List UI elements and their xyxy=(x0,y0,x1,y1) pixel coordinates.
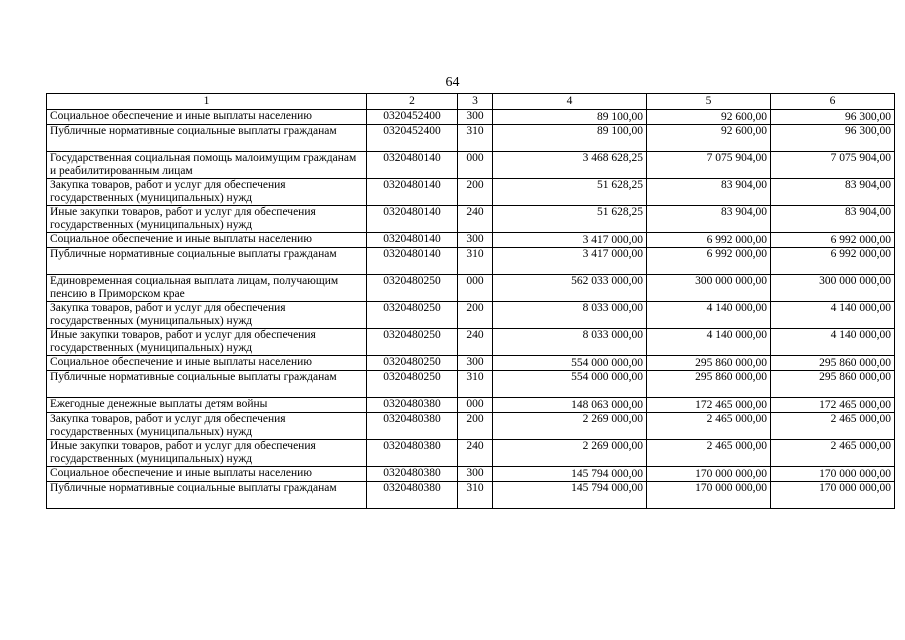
row-value-col5-cell: 7 075 904,00 xyxy=(647,152,771,179)
row-code-cell: 0320480250 xyxy=(367,329,458,356)
table-row xyxy=(47,398,895,413)
row-name-cell: Социальное обеспечение и иные выплаты населению xyxy=(47,467,367,482)
table-body xyxy=(47,110,895,509)
row-value-col4-cell: 562 033 000,00 xyxy=(493,275,647,302)
row-value-col6-cell: 83 904,00 xyxy=(771,206,895,233)
table-header-row xyxy=(47,94,895,110)
row-value-col4-cell: 51 628,25 xyxy=(493,206,647,233)
row-name-cell: Иные закупки товаров, работ и услуг для обеспечения государственных (муниципальных) нужд xyxy=(47,329,367,356)
row-value-col5-cell: 83 904,00 xyxy=(647,179,771,206)
row-value-col4-cell: 554 000 000,00 xyxy=(493,356,647,371)
row-expense-type-cell: 000 xyxy=(458,275,493,302)
row-value-col6-cell: 2 465 000,00 xyxy=(771,413,895,440)
row-code-cell: 0320480140 xyxy=(367,233,458,248)
row-value-col4-cell: 148 063 000,00 xyxy=(493,398,647,413)
row-expense-type-cell: 240 xyxy=(458,329,493,356)
row-expense-type-cell: 200 xyxy=(458,302,493,329)
row-name-cell: Иные закупки товаров, работ и услуг для обеспечения государственных (муниципальных) нужд xyxy=(47,440,367,467)
table-row xyxy=(47,152,895,179)
row-expense-type-cell: 310 xyxy=(458,482,493,509)
row-value-col5-cell: 170 000 000,00 xyxy=(647,467,771,482)
column-header: 6 xyxy=(771,94,895,110)
row-code-cell: 0320480140 xyxy=(367,206,458,233)
row-value-col4-cell: 3 417 000,00 xyxy=(493,233,647,248)
row-value-col6-cell: 7 075 904,00 xyxy=(771,152,895,179)
row-value-col5-cell: 300 000 000,00 xyxy=(647,275,771,302)
row-value-col5-cell: 172 465 000,00 xyxy=(647,398,771,413)
row-value-col4-cell: 8 033 000,00 xyxy=(493,329,647,356)
row-value-col5-cell: 4 140 000,00 xyxy=(647,302,771,329)
row-value-col6-cell: 6 992 000,00 xyxy=(771,248,895,275)
row-value-col5-cell: 4 140 000,00 xyxy=(647,329,771,356)
row-value-col4-cell: 2 269 000,00 xyxy=(493,440,647,467)
row-value-col4-cell: 89 100,00 xyxy=(493,110,647,125)
row-value-col6-cell: 295 860 000,00 xyxy=(771,371,895,398)
row-value-col5-cell: 83 904,00 xyxy=(647,206,771,233)
row-expense-type-cell: 310 xyxy=(458,371,493,398)
row-value-col5-cell: 2 465 000,00 xyxy=(647,440,771,467)
row-expense-type-cell: 200 xyxy=(458,179,493,206)
row-code-cell: 0320480380 xyxy=(367,398,458,413)
row-value-col5-cell: 295 860 000,00 xyxy=(647,356,771,371)
row-value-col5-cell: 6 992 000,00 xyxy=(647,248,771,275)
row-code-cell: 0320480380 xyxy=(367,482,458,509)
row-code-cell: 0320452400 xyxy=(367,110,458,125)
row-value-col4-cell: 89 100,00 xyxy=(493,125,647,152)
row-code-cell: 0320480380 xyxy=(367,440,458,467)
row-value-col5-cell: 170 000 000,00 xyxy=(647,482,771,509)
row-value-col6-cell: 6 992 000,00 xyxy=(771,233,895,248)
column-header: 1 xyxy=(47,94,367,110)
row-expense-type-cell: 240 xyxy=(458,206,493,233)
row-value-col4-cell: 2 269 000,00 xyxy=(493,413,647,440)
row-expense-type-cell: 300 xyxy=(458,356,493,371)
row-code-cell: 0320480250 xyxy=(367,302,458,329)
row-value-col4-cell: 145 794 000,00 xyxy=(493,482,647,509)
row-name-cell: Закупка товаров, работ и услуг для обеспечения государственных (муниципальных) нужд xyxy=(47,179,367,206)
row-name-cell: Публичные нормативные социальные выплаты гражданам xyxy=(47,371,367,398)
row-code-cell: 0320480250 xyxy=(367,275,458,302)
row-value-col4-cell: 51 628,25 xyxy=(493,179,647,206)
row-code-cell: 0320480250 xyxy=(367,356,458,371)
row-value-col6-cell: 96 300,00 xyxy=(771,125,895,152)
table-row xyxy=(47,110,895,125)
row-name-cell: Социальное обеспечение и иные выплаты населению xyxy=(47,356,367,371)
row-name-cell: Единовременная социальная выплата лицам, получающим пенсию в Приморском крае xyxy=(47,275,367,302)
row-expense-type-cell: 300 xyxy=(458,233,493,248)
row-name-cell: Закупка товаров, работ и услуг для обеспечения государственных (муниципальных) нужд xyxy=(47,413,367,440)
column-header: 2 xyxy=(367,94,458,110)
row-value-col6-cell: 295 860 000,00 xyxy=(771,356,895,371)
row-value-col6-cell: 2 465 000,00 xyxy=(771,440,895,467)
row-value-col6-cell: 172 465 000,00 xyxy=(771,398,895,413)
row-value-col5-cell: 295 860 000,00 xyxy=(647,371,771,398)
row-value-col4-cell: 554 000 000,00 xyxy=(493,371,647,398)
row-value-col5-cell: 92 600,00 xyxy=(647,110,771,125)
row-code-cell: 0320480140 xyxy=(367,152,458,179)
row-value-col6-cell: 83 904,00 xyxy=(771,179,895,206)
row-value-col6-cell: 170 000 000,00 xyxy=(771,467,895,482)
row-name-cell: Закупка товаров, работ и услуг для обеспечения государственных (муниципальных) нужд xyxy=(47,302,367,329)
row-name-cell: Государственная социальная помощь малоимущим гражданам и реабилитированным лицам xyxy=(47,152,367,179)
row-value-col5-cell: 6 992 000,00 xyxy=(647,233,771,248)
column-header: 5 xyxy=(647,94,771,110)
row-value-col4-cell: 3 468 628,25 xyxy=(493,152,647,179)
row-expense-type-cell: 200 xyxy=(458,413,493,440)
row-name-cell: Публичные нормативные социальные выплаты гражданам xyxy=(47,125,367,152)
table-row xyxy=(47,329,895,356)
table-row xyxy=(47,371,895,398)
row-expense-type-cell: 300 xyxy=(458,110,493,125)
row-name-cell: Социальное обеспечение и иные выплаты населению xyxy=(47,110,367,125)
row-value-col4-cell: 145 794 000,00 xyxy=(493,467,647,482)
row-code-cell: 0320452400 xyxy=(367,125,458,152)
row-value-col6-cell: 170 000 000,00 xyxy=(771,482,895,509)
table-row xyxy=(47,125,895,152)
row-expense-type-cell: 240 xyxy=(458,440,493,467)
table-row xyxy=(47,413,895,440)
row-value-col4-cell: 3 417 000,00 xyxy=(493,248,647,275)
row-code-cell: 0320480140 xyxy=(367,248,458,275)
row-expense-type-cell: 310 xyxy=(458,125,493,152)
row-expense-type-cell: 300 xyxy=(458,467,493,482)
row-value-col5-cell: 92 600,00 xyxy=(647,125,771,152)
table-row xyxy=(47,179,895,206)
table-row xyxy=(47,302,895,329)
row-expense-type-cell: 000 xyxy=(458,152,493,179)
table-row xyxy=(47,467,895,482)
row-code-cell: 0320480140 xyxy=(367,179,458,206)
table-row xyxy=(47,233,895,248)
row-value-col6-cell: 96 300,00 xyxy=(771,110,895,125)
row-value-col6-cell: 4 140 000,00 xyxy=(771,329,895,356)
row-name-cell: Публичные нормативные социальные выплаты гражданам xyxy=(47,482,367,509)
table-row xyxy=(47,248,895,275)
row-expense-type-cell: 000 xyxy=(458,398,493,413)
page-number: 64 xyxy=(445,75,460,90)
row-value-col5-cell: 2 465 000,00 xyxy=(647,413,771,440)
row-value-col6-cell: 4 140 000,00 xyxy=(771,302,895,329)
row-expense-type-cell: 310 xyxy=(458,248,493,275)
table-row xyxy=(47,275,895,302)
row-value-col6-cell: 300 000 000,00 xyxy=(771,275,895,302)
row-name-cell: Ежегодные денежные выплаты детям войны xyxy=(47,398,367,413)
table-row xyxy=(47,482,895,509)
row-value-col4-cell: 8 033 000,00 xyxy=(493,302,647,329)
row-code-cell: 0320480380 xyxy=(367,413,458,440)
row-code-cell: 0320480250 xyxy=(367,371,458,398)
row-name-cell: Иные закупки товаров, работ и услуг для обеспечения государственных (муниципальных) нужд xyxy=(47,206,367,233)
budget-table xyxy=(46,93,895,509)
table-row xyxy=(47,356,895,371)
row-name-cell: Социальное обеспечение и иные выплаты населению xyxy=(47,233,367,248)
column-header: 4 xyxy=(493,94,647,110)
table-row xyxy=(47,440,895,467)
column-header: 3 xyxy=(458,94,493,110)
row-code-cell: 0320480380 xyxy=(367,467,458,482)
row-name-cell: Публичные нормативные социальные выплаты гражданам xyxy=(47,248,367,275)
table-row xyxy=(47,206,895,233)
